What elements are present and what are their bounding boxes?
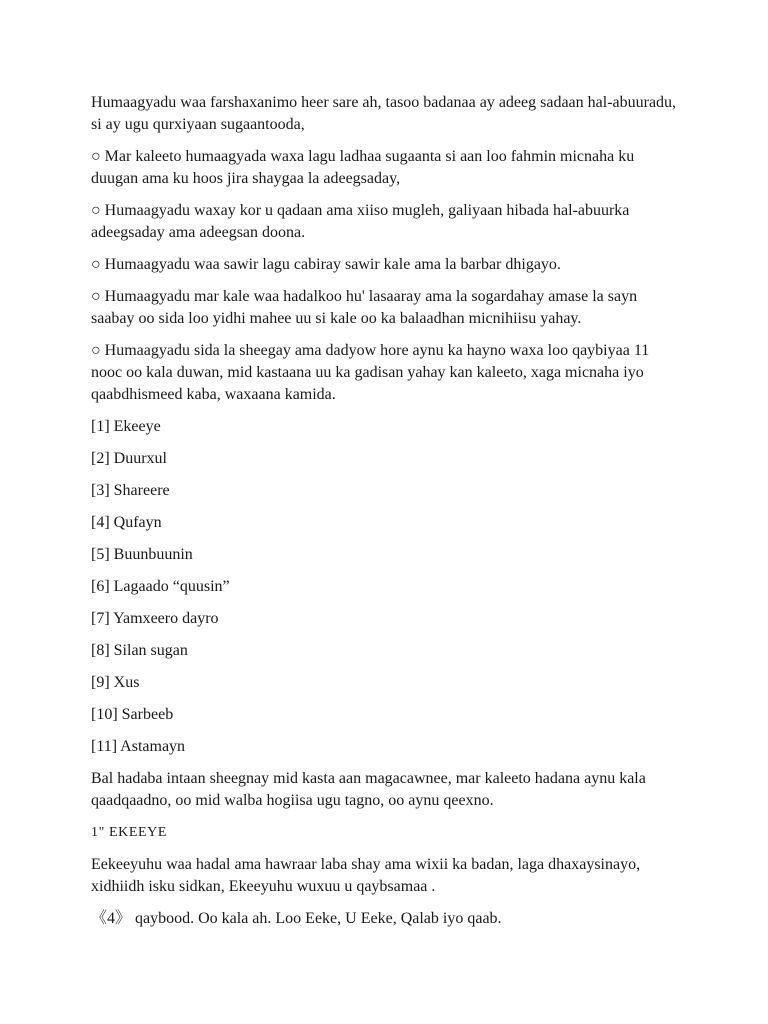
bullet-paragraph-5: ○ Humaagyadu sida la sheegay ama dadyow hore aynu ka hayno waxa loo qaybiyaa 11 nooc oo kala duwan, mid kastaana uu ka gadisan yahay kan kaleeto, xaga micnaha iyo qaabdhismeed kaba, waxaana kamida. <box>91 342 650 403</box>
list-item: [3] Shareere <box>91 482 170 499</box>
bullet-paragraph-1: ○ Mar kaleeto humaagyada waxa lagu ladhaa sugaanta si aan loo fahmin micnaha ku duugan ama ku hoos jira shaygaa la adeegsaday, <box>91 148 635 187</box>
transition-paragraph: Bal hadaba intaan sheegnay mid kasta aan magacawnee, mar kaleeto hadana aynu kala qaadqaadno, oo mid walba hogiisa ugu tagno, oo aynu qeexno. <box>91 770 646 809</box>
types-paragraph: 《4》 qaybood. Oo kala ah. Loo Eeke, U Eeke, Qalab iyo qaab. <box>91 910 502 927</box>
list-item: [10] Sarbeeb <box>91 706 174 723</box>
list-item: [6] Lagaado “quusin” <box>91 578 230 595</box>
bullet-paragraph-2: ○ Humaagyadu waxay kor u qadaan ama xiiso mugleh, galiyaan hibada hal-abuurka adeegsaday ama adeegsan doona. <box>91 202 630 241</box>
bullet-paragraph-4: ○ Humaagyadu mar kale waa hadalkoo hu' lasaaray ama la sogardahay amase la sayn saabay oo sida loo yidhi mahee uu si kale oo ka balaadhan micnihiisu yahay. <box>91 288 638 327</box>
definition-paragraph: Eekeeyuhu waa hadal ama hawraar laba shay ama wixii ka badan, laga dhaxaysinayo, xidhiidh isku sidkan, Ekeeyuhu wuxuu u qaybsamaa . <box>91 856 641 895</box>
bullet-paragraph-3: ○ Humaagyadu waa sawir lagu cabiray sawir kale ama la barbar dhigayo. <box>91 256 561 273</box>
list-item: [5] Buunbuunin <box>91 546 193 563</box>
document-page <box>91 92 683 940</box>
intro-paragraph: Humaagyadu waa farshaxanimo heer sare ah, tasoo badanaa ay adeeg sadaan hal-abuuradu, si ay ugu qurxiyaan sugaantooda, <box>91 94 677 133</box>
list-item: [2] Duurxul <box>91 450 167 467</box>
list-item: [7] Yamxeero dayro <box>91 610 219 627</box>
list-item: [11] Astamayn <box>91 738 186 755</box>
list-item: [8] Silan sugan <box>91 642 188 659</box>
section-heading: 1" EKEEYE <box>91 825 168 840</box>
list-item: [1] Ekeeye <box>91 418 161 435</box>
list-item: [9] Xus <box>91 674 140 691</box>
list-item: [4] Qufayn <box>91 514 162 531</box>
